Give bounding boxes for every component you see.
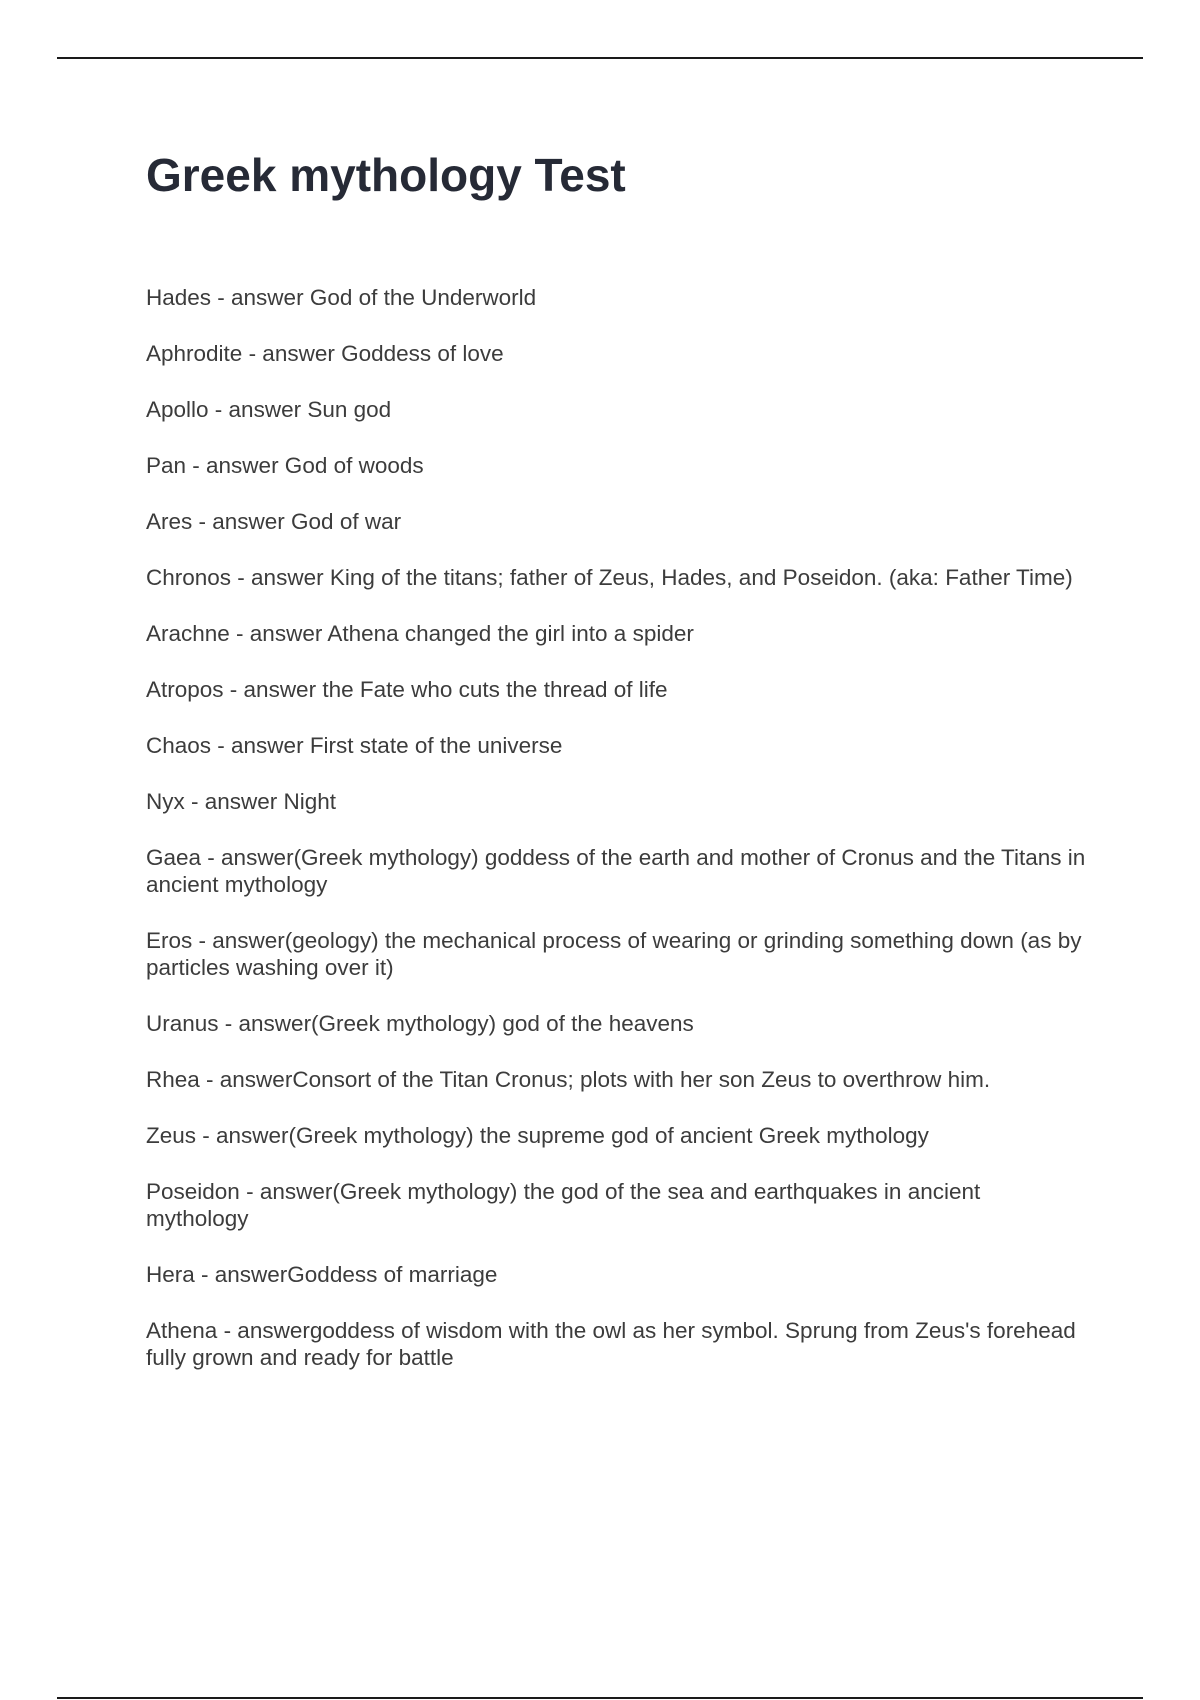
list-item: Poseidon - answer(Greek mythology) the god of the sea and earthquakes in ancient mythology — [146, 1179, 981, 1231]
list-item: Eros - answer(geology) the mechanical process of wearing or grinding something down (as by particles washing over it) — [146, 928, 1082, 980]
list-item: Uranus - answer(Greek mythology) god of the heavens — [146, 1011, 694, 1036]
top-divider — [57, 57, 1143, 59]
list-item: Atropos - answer the Fate who cuts the thread of life — [146, 677, 668, 702]
bottom-divider — [57, 1697, 1143, 1699]
list-item: Ares - answer God of war — [146, 509, 402, 534]
list-item: Arachne - answer Athena changed the girl into a spider — [146, 621, 694, 646]
list-item: Aphrodite - answer Goddess of love — [146, 341, 504, 366]
list-item: Chaos - answer First state of the universe — [146, 733, 563, 758]
list-item: Gaea - answer(Greek mythology) goddess of the earth and mother of Cronus and the Titans in ancient mythology — [146, 845, 1086, 897]
list-item: Zeus - answer(Greek mythology) the supreme god of ancient Greek mythology — [146, 1123, 929, 1148]
list-item: Chronos - answer King of the titans; father of Zeus, Hades, and Poseidon. (aka: Father Time) — [146, 565, 1073, 590]
list-item: Hades - answer God of the Underworld — [146, 285, 537, 310]
list-item: Rhea - answerConsort of the Titan Cronus; plots with her son Zeus to overthrow him. — [146, 1067, 991, 1092]
list-item: Hera - answerGoddess of marriage — [146, 1262, 498, 1287]
list-item: Nyx - answer Night — [146, 789, 337, 814]
list-item: Athena - answergoddess of wisdom with the owl as her symbol. Sprung from Zeus's forehead fully grown and ready for battle — [146, 1318, 1076, 1370]
qa-list — [146, 284, 1086, 1400]
list-item: Apollo - answer Sun god — [146, 397, 392, 422]
page-title: Greek mythology Test — [146, 149, 626, 201]
list-item: Pan - answer God of woods — [146, 453, 424, 478]
